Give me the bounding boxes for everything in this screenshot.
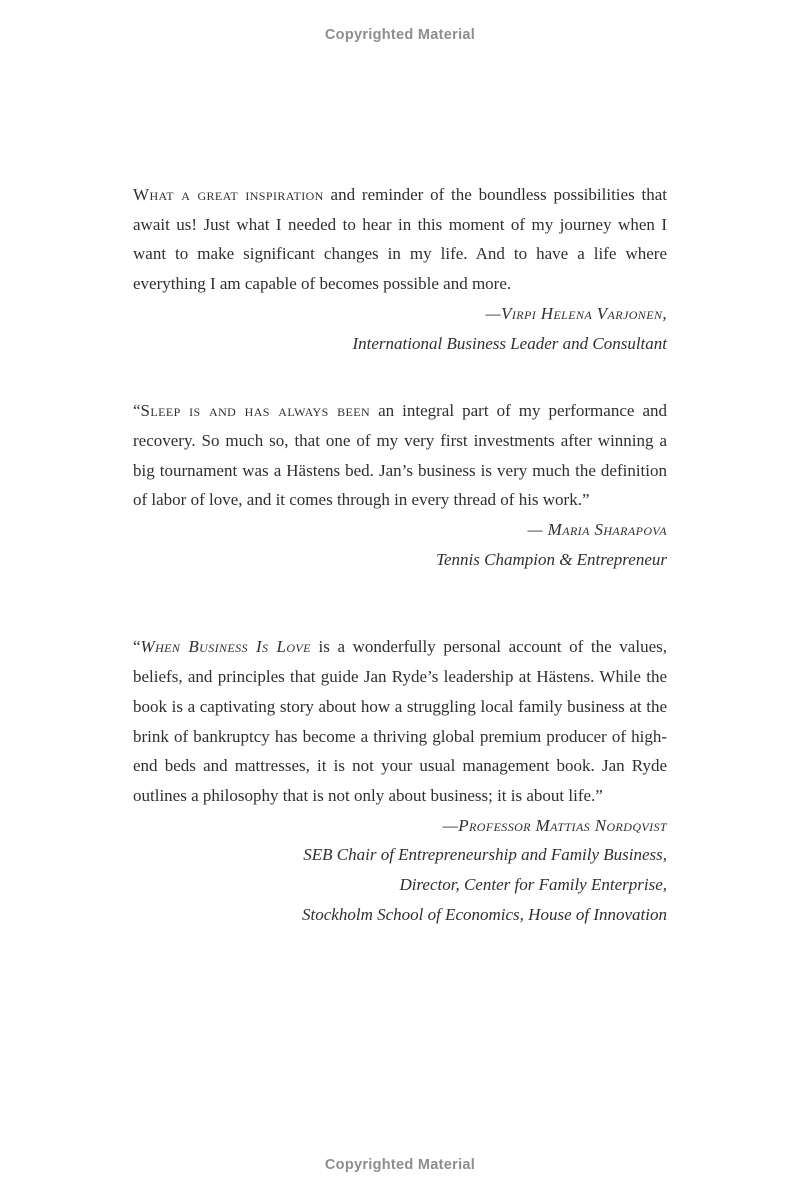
testimonial-body-text: and reminder of the boundless possibilities that await us! Just what I needed to hear in this moment of my journey when I want to make significant changes in my life. And to have a life where everything I am capable of becomes possible and more. [133, 185, 667, 294]
testimonial-paragraph [133, 396, 667, 515]
attribution-role: International Business Leader and Consultant [352, 333, 667, 353]
open-quote-mark: “ [133, 637, 141, 657]
attribution-role-2: Director, Center for Family Enterprise, [399, 875, 667, 895]
attribution-block [133, 515, 667, 574]
attribution-block [133, 811, 667, 930]
testimonial-body-text: an integral part of my performance and recovery. So much so, that one of my very first investments after winning a big tournament was a Hästens bed. Jan’s business is very much the definition of labor of love, and it comes through in every thread of his work.” [133, 401, 667, 510]
testimonial-nordqvist [133, 632, 667, 929]
open-quote-mark: “ [133, 401, 141, 421]
testimonial-sharapova [133, 396, 667, 574]
attribution-name: — Maria Sharapova [527, 520, 667, 540]
attribution-role-1: SEB Chair of Entrepreneurship and Family Business, [303, 845, 667, 865]
attribution-name: —Virpi Helena Varjonen, [485, 303, 667, 323]
testimonial-lead-smallcaps: Sleep is and has always been [140, 401, 371, 421]
attribution-block [133, 299, 667, 358]
attribution-role: Tennis Champion & Entrepreneur [436, 549, 667, 569]
testimonial-paragraph [133, 180, 667, 299]
book-title-smallcaps-italic: When Business Is Love [140, 637, 311, 657]
testimonial-paragraph [133, 632, 667, 810]
testimonial-varjonen [133, 180, 667, 358]
testimonial-lead-smallcaps: What a great inspiration [133, 185, 324, 204]
attribution-role-3: Stockholm School of Economics, House of Innovation [302, 904, 667, 924]
attribution-name: —Professor Mattias Nordqvist [442, 815, 667, 835]
testimonial-body-text: is a wonderfully personal account of the values, beliefs, and principles that guide Jan Ryde’s leadership at Hästens. While the book is a captivating story about how a struggling local family business at the brink of bankruptcy has become a thriving global premium producer of high-end beds and mattresses, it is not your usual management book. Jan Ryde outlines a philosophy that is not only about business; it is about life.” [133, 637, 667, 805]
endorsements-content [133, 180, 667, 929]
copyright-notice-top: Copyrighted Material [324, 27, 476, 43]
copyright-notice-bottom: Copyrighted Material [324, 1157, 476, 1173]
